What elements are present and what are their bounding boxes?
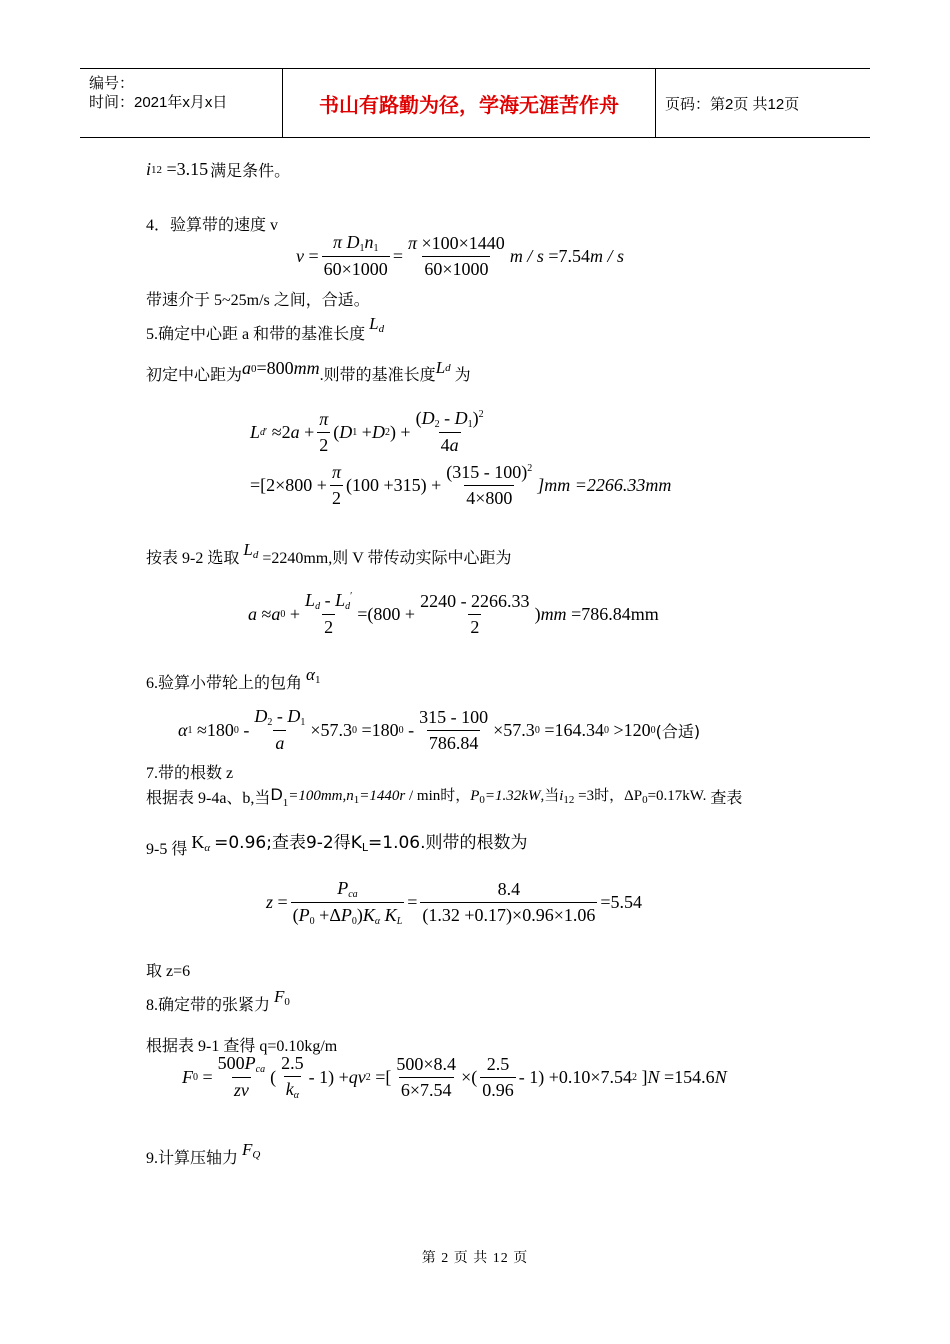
section-7-line-2: 9-5 得 $K_\alpha =0.96$;查表9-2得$K_L=1.06$.则带的根数为 <box>146 832 528 858</box>
section-8-table-line: 根据表 9-1 查得 q=0.10kg/m <box>146 1038 338 1055</box>
page-header <box>80 68 870 138</box>
init-end: 为 <box>454 367 471 384</box>
page-label: 页码：第2页 共12页 <box>665 95 800 113</box>
s7-line2-mid: =0.96;查表9-2得K <box>214 833 362 853</box>
section-8-title-text: 8.确定带的张紧力 <box>146 997 271 1014</box>
a-result: =786.84mm <box>571 603 659 624</box>
table-9-2-line: 按表 9-2 选取 $L_d =2240mm$,则 V 带传动实际中心距为 <box>146 540 512 567</box>
number-label: 编号： <box>89 75 135 92</box>
v-result: =7.54 <box>548 245 590 266</box>
s7-line2-end: =1.06.则带的根数为 <box>368 833 528 853</box>
motto: 书山有路勤为径，学海无涯苦作舟 <box>283 69 656 137</box>
section-6-title: 6.验算小带轮上的包角 $\alpha_1$ <box>146 665 321 692</box>
z-result: =5.54 <box>600 892 643 912</box>
section-4-title: 4．验算带的速度 v <box>146 217 279 234</box>
ld-equation-1: L d ′ ≈2 a + π 2 ( D 1 + D 2 ) + $(D_2 - D_1)^2$ 4a <box>250 408 484 455</box>
section-6-title-text: 6.验算小带轮上的包角 <box>146 675 303 692</box>
init-val: =800 <box>256 358 294 378</box>
initial-distance-line: 初定中心距为 a $_0$ =800 mm .则带的基准长度 L $_d$ 为 <box>146 357 471 384</box>
alpha-result: =164.34 <box>544 719 604 740</box>
v-equation: v = π $D_1n_1$ 60×1000 = π ×100×1440 60×1000 m / s =7.54 m / s <box>296 232 624 279</box>
s7-line1-pre: 根据表 9-4a、b,当 <box>146 790 271 807</box>
f0-equation: F 0 = $500P_{ca}$ zv ( 2.5 $k_\alpha$ - 1) + qv 2 =[ 500×8.4 6×7.54 ×( 2.5 0.96 - 1) +0.10×7.54 2 ] N =154.6 N <box>182 1053 727 1101</box>
init-pre: 初定中心距为 <box>146 367 243 384</box>
section-9-title-text: 9.计算压轴力 <box>146 1150 239 1167</box>
init-post: .则带的基准长度 <box>319 367 436 384</box>
page-footer: 第 2 页 共 12 页 <box>421 1251 529 1266</box>
s7-line2-pre: 9-5 得 <box>146 841 188 858</box>
section-5-title-text: 5.确定中心距 a 和带的基准长度 <box>146 326 366 343</box>
i12-text: 满足条件。 <box>210 163 291 180</box>
table-post: =2240mm,则 V 带传动实际中心距为 <box>262 550 512 567</box>
ld-result: ]mm =2266.33mm <box>537 475 672 495</box>
z-equation: z = $P_{ca}$ $(P_0 +\Delta P_0)K_\alpha$ $K_L$ = $\frac{8.4}{(1.32 +0.17)\times 0.96\times 1.06}$ =5.54 <box>266 878 643 927</box>
alpha-note: (合适) <box>655 721 701 741</box>
i12-value: =3.15 <box>166 159 209 179</box>
section-9-title: 9.计算压轴力 $F_Q$ <box>146 1140 261 1167</box>
i12-line: i 12 =3.15 满足条件。 <box>146 159 291 180</box>
table-pre: 按表 9-2 选取 <box>146 550 240 567</box>
take-z: 取 z=6 <box>146 963 191 980</box>
s7-line1-post: 查表 <box>710 790 743 807</box>
section-8-title: 8.确定带的张紧力 $F_0$ <box>146 987 290 1014</box>
ld-equation-2: =[2×800 + π 2 (100 +315) + (315 - 100)$^2$ 4×800 ]mm =2266.33mm <box>250 462 672 508</box>
section-7-title: 7.带的根数 z <box>146 765 234 782</box>
f0-result: =154.6 <box>664 1066 715 1087</box>
section-7-line-1: 根据表 9-4a、b,当$D_1=100mm,n_1=1440r / \min$时，$P_0=1.32kW$,当$i_{12} =3$时，$\Delta P_0=0.17kW$. 查表 <box>146 785 743 809</box>
section-5-title: 5.确定中心距 a 和带的基准长度 $L_d$ <box>146 314 385 343</box>
a-equation: a ≈ a 0 + $L_d - L_d'$ 2 =(800 + 2240 - 2266.33 2 ) mm =786.84mm <box>248 590 659 637</box>
time-label: 时间：2021年x月x日 <box>89 94 228 111</box>
alpha-equation: α 1 ≈180 0 - $D_2 - D_1$ a ×57.3 0 =180 0 - 315 - 100 786.84 ×57.3 0 =164.34 0 >120 0 (合适) <box>178 706 701 753</box>
header-left-cell <box>80 69 283 137</box>
speed-note: 带速介于 5~25m/s 之间，合适。 <box>146 292 370 309</box>
